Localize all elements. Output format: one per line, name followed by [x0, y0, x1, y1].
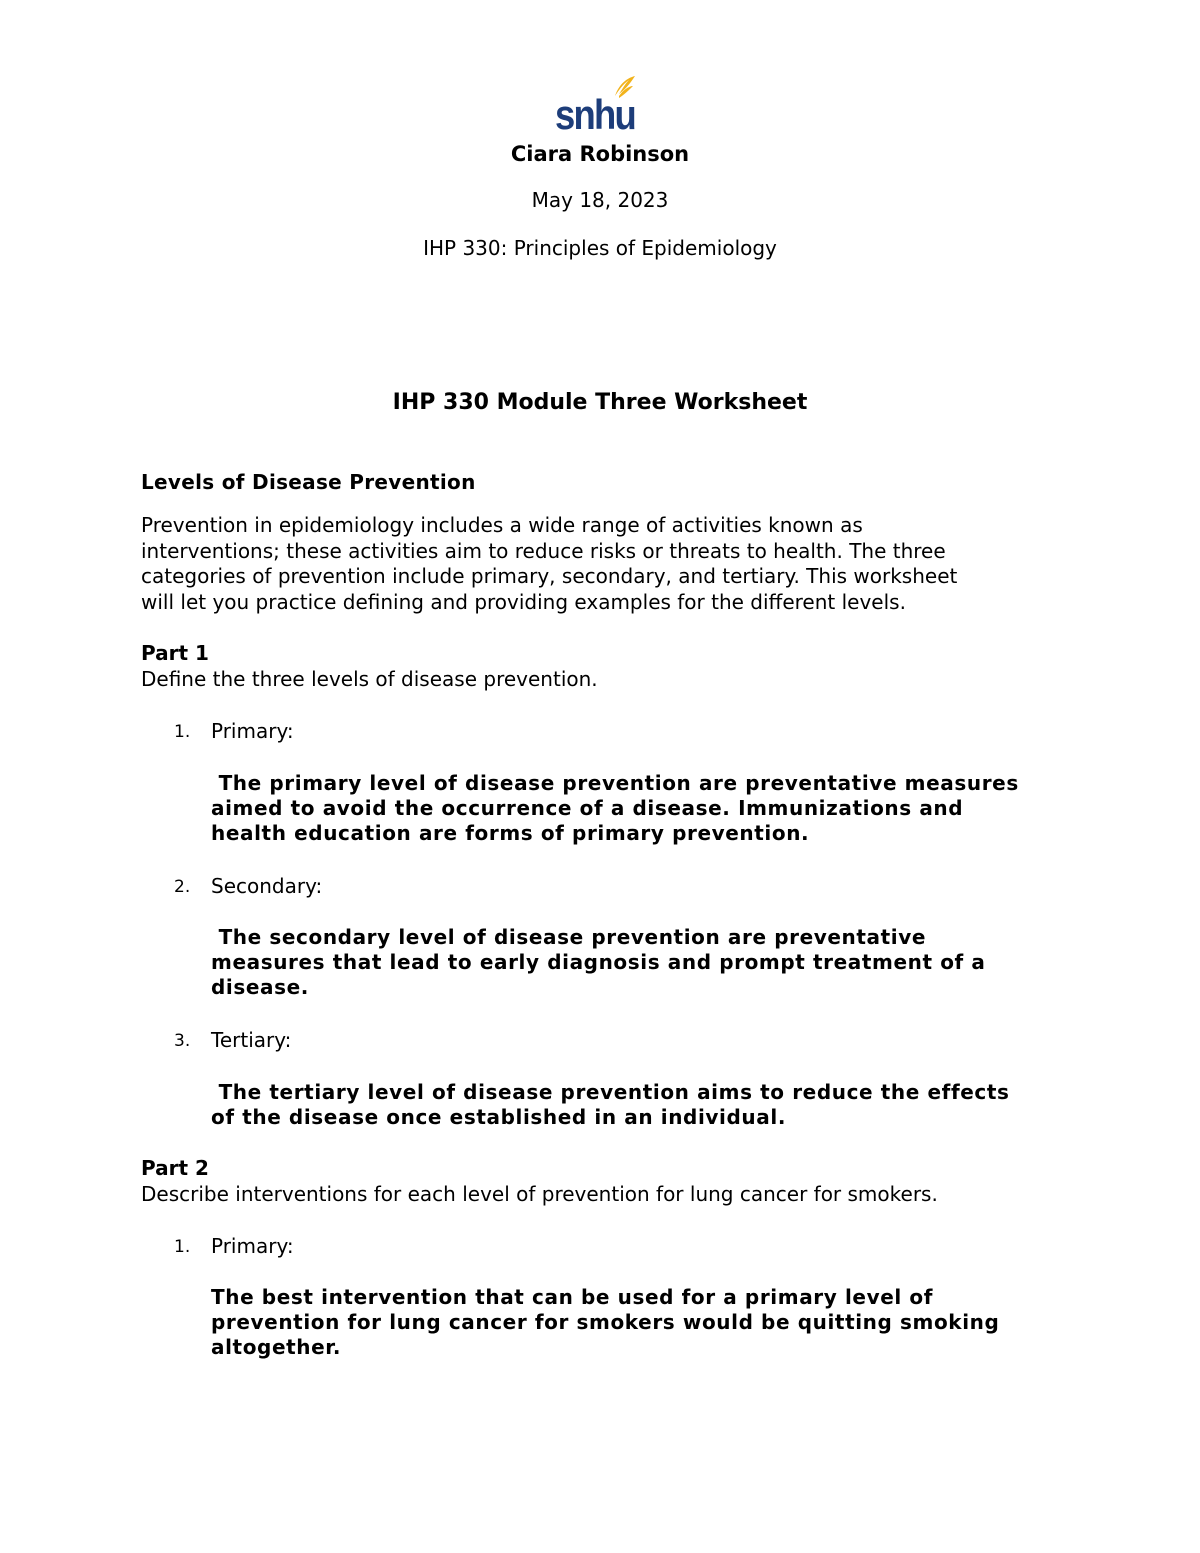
answer-line: The best intervention that can be used for a primary level of — [211, 1285, 934, 1309]
answer-line: prevention for lung cancer for smokers would be quitting smoking — [211, 1310, 1000, 1334]
answer-line: health education are forms of primary prevention. — [211, 821, 810, 845]
part1-item3-answer — [211, 1080, 1010, 1130]
part1-description: Define the three levels of disease prevention. — [141, 667, 598, 691]
answer-line: of the disease once established in an individual. — [211, 1105, 787, 1129]
snhu-logo-graphic — [553, 74, 643, 134]
part1-item1-number: 1. — [174, 722, 191, 742]
part1-heading: Part 1 — [141, 641, 209, 665]
part2-heading: Part 2 — [141, 1156, 209, 1180]
author-name: Ciara Robinson — [510, 142, 690, 166]
answer-line: The secondary level of disease prevention are preventative — [211, 925, 927, 949]
intro-line: will let you practice defining and providing examples for the different levels. — [141, 589, 906, 614]
intro-line: categories of prevention include primary, secondary, and tertiary. This worksheet — [141, 564, 958, 589]
part1-item2-number: 2. — [174, 877, 191, 897]
part2-item1-answer — [211, 1285, 999, 1360]
document-date: May 18, 2023 — [531, 188, 669, 212]
answer-line: aimed to avoid the occurrence of a disease. Immunizations and — [211, 796, 964, 820]
intro-line: interventions; these activities aim to reduce risks or threats to health. The three — [141, 538, 946, 563]
part2-item1-number: 1. — [174, 1237, 191, 1257]
course-name: IHP 330: Principles of Epidemiology — [423, 236, 777, 260]
part1-item1-label: Primary: — [211, 719, 294, 743]
part1-item3-label: Tertiary: — [211, 1028, 292, 1052]
part1-item1-answer — [211, 771, 1019, 846]
intro-line: Prevention in epidemiology includes a wide range of activities known as — [141, 513, 863, 537]
snhu-logo — [553, 74, 643, 134]
logo-text: snhu — [555, 91, 635, 134]
part1-item2-label: Secondary: — [211, 874, 323, 898]
document-title: IHP 330 Module Three Worksheet — [392, 390, 808, 415]
answer-line: The primary level of disease prevention are preventative measures — [211, 771, 1019, 795]
part2-description: Describe interventions for each level of prevention for lung cancer for smokers. — [141, 1182, 938, 1206]
part1-item2-answer — [211, 925, 986, 1000]
intro-paragraph — [141, 513, 1061, 615]
answer-line: altogether. — [211, 1335, 342, 1359]
answer-line: disease. — [211, 975, 310, 999]
section-heading: Levels of Disease Prevention — [141, 470, 476, 494]
part1-item3-number: 3. — [174, 1031, 191, 1051]
answer-line: measures that lead to early diagnosis and prompt treatment of a — [211, 950, 986, 974]
part2-item1-label: Primary: — [211, 1234, 294, 1258]
answer-line: The tertiary level of disease prevention aims to reduce the effects — [211, 1080, 1010, 1104]
